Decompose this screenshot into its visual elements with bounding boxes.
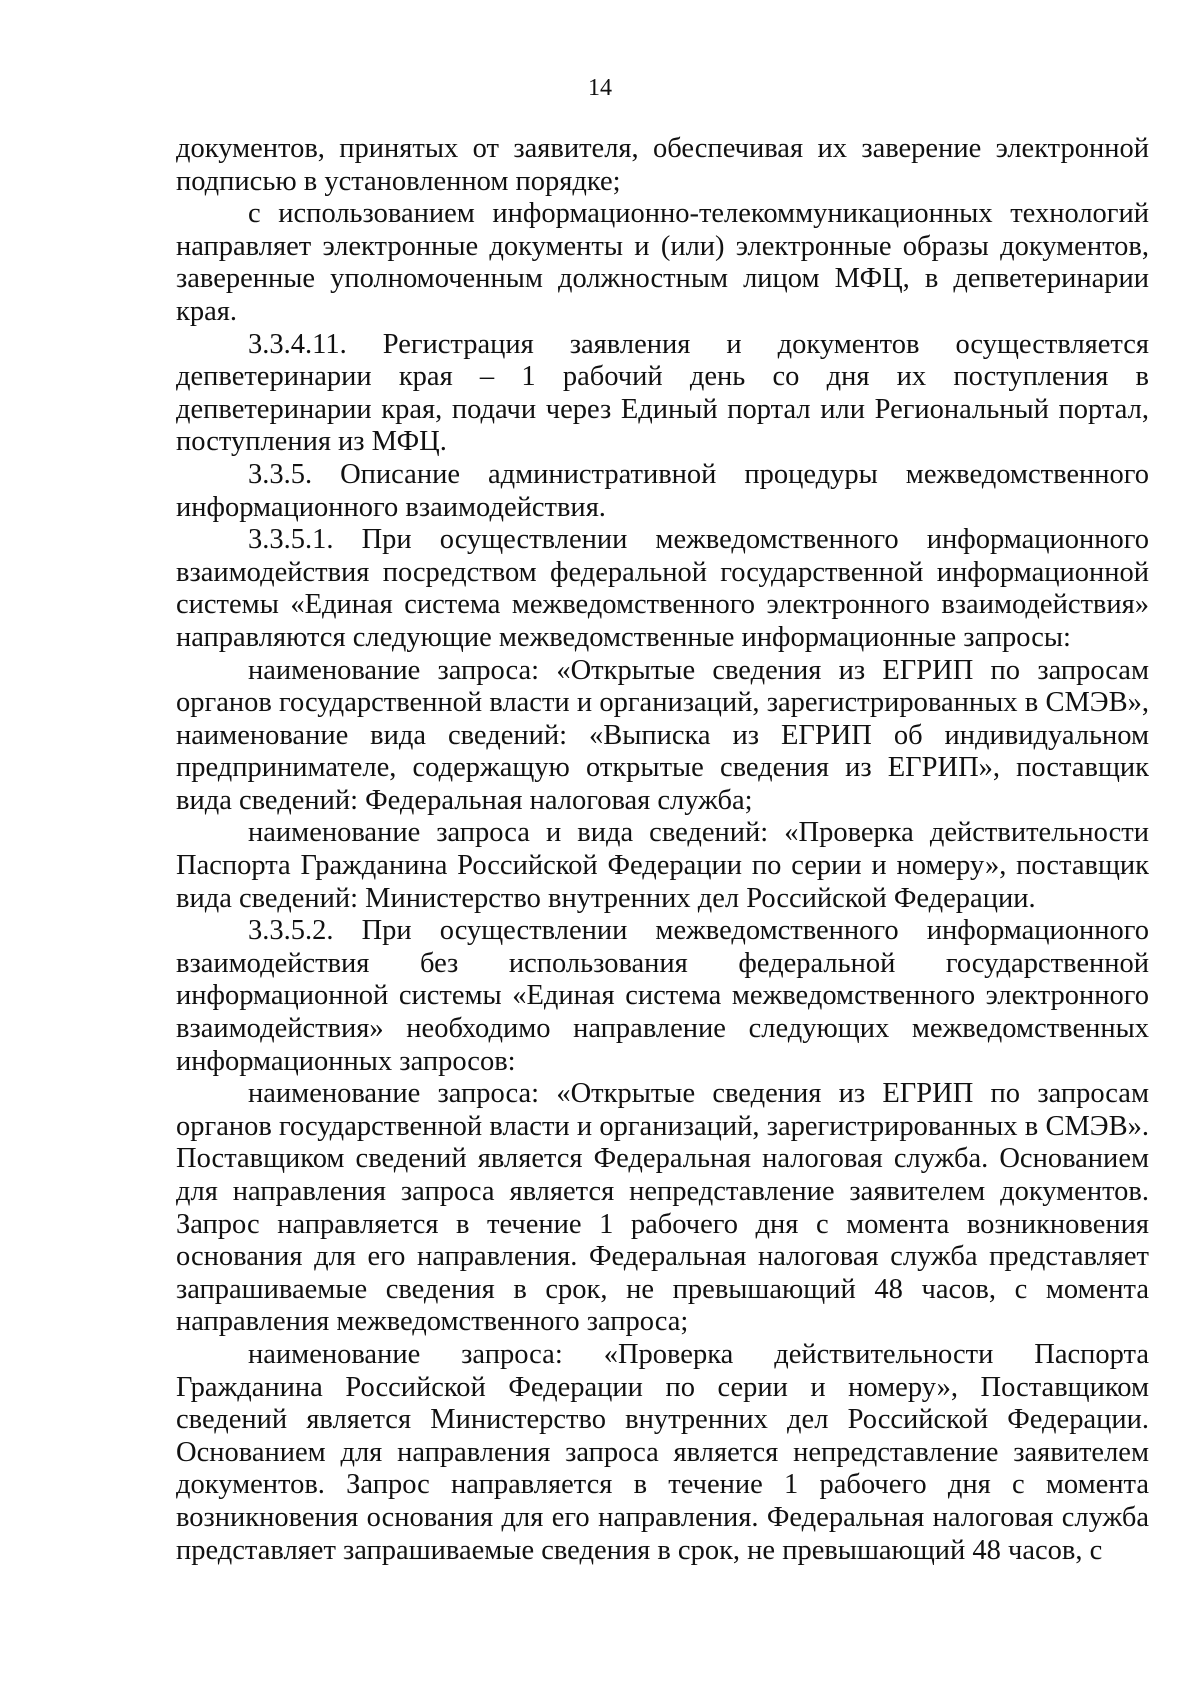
paragraph: наименование запроса: «Открытые сведения из ЕГРИП по запросам органов государственной власти и организаций, зарегистрированных в СМЭВ». Поставщиком сведений является Федеральная налоговая служба. Основанием для направления запроса является непредставление заявителем документов. Запрос направляется в течение 1 рабочего дня с момента возникновения основания для его направления. Федеральная налоговая служба представляет запрашиваемые сведения в срок, не превышающий 48 часов, с момента направления межведомственного запроса; <box>176 1078 1149 1338</box>
document-body <box>176 133 1149 1567</box>
paragraph: 3.3.4.11. Регистрация заявления и документов осуществляется депветеринарии края – 1 рабочий день со дня их поступления в депветеринарии края, подачи через Единый портал или Региональный портал, поступления из МФЦ. <box>176 328 1149 458</box>
paragraph: 3.3.5.1. При осуществлении межведомственного информационного взаимодействия посредством федеральной государственной информационной системы «Единая система межведомственного электронного взаимодействия» направляются следующие межведомственные информационные запросы: <box>176 524 1149 653</box>
paragraph: 3.3.5. Описание административной процедуры межведомственного информационного взаимодействия. <box>176 458 1149 523</box>
paragraph: наименование запроса: «Открытые сведения из ЕГРИП по запросам органов государственной власти и организаций, зарегистрированных в СМЭВ», наименование вида сведений: «Выписка из ЕГРИП об индивидуальном предпринимателе, содержащую открытые сведения из ЕГРИП», поставщик вида сведений: Федеральная налоговая служба; <box>176 654 1149 816</box>
paragraph: наименование запроса: «Проверка действительности Паспорта Гражданина Российской Федерации по серии и номеру», Поставщиком сведений является Министерство внутренних дел Российской Федерации. Основанием для направления запроса является непредставление заявителем документов. Запрос направляется в течение 1 рабочего дня с момента возникновения основания для его направления. Федеральная налоговая служба представляет запрашиваемые сведения в срок, не превышающий 48 часов, с <box>176 1338 1149 1566</box>
page-number: 14 <box>588 75 612 101</box>
paragraph: документов, принятых от заявителя, обеспечивая их заверение электронной подписью в установленном порядке; <box>176 133 1149 197</box>
paragraph: с использованием информационно-телекоммуникационных технологий направляет электронные документы и (или) электронные образы документов, заверенные уполномоченным должностным лицом МФЦ, в депветеринарии края. <box>176 198 1149 327</box>
paragraph: 3.3.5.2. При осуществлении межведомственного информационного взаимодействия без использования федеральной государственной информационной системы «Единая система межведомственного электронного взаимодействия» необходимо направление следующих межведомственных информационных запросов: <box>176 915 1149 1077</box>
paragraph: наименование запроса и вида сведений: «Проверка действительности Паспорта Гражданина Российской Федерации по серии и номеру», поставщик вида сведений: Министерство внутренних дел Российской Федерации. <box>176 817 1149 914</box>
